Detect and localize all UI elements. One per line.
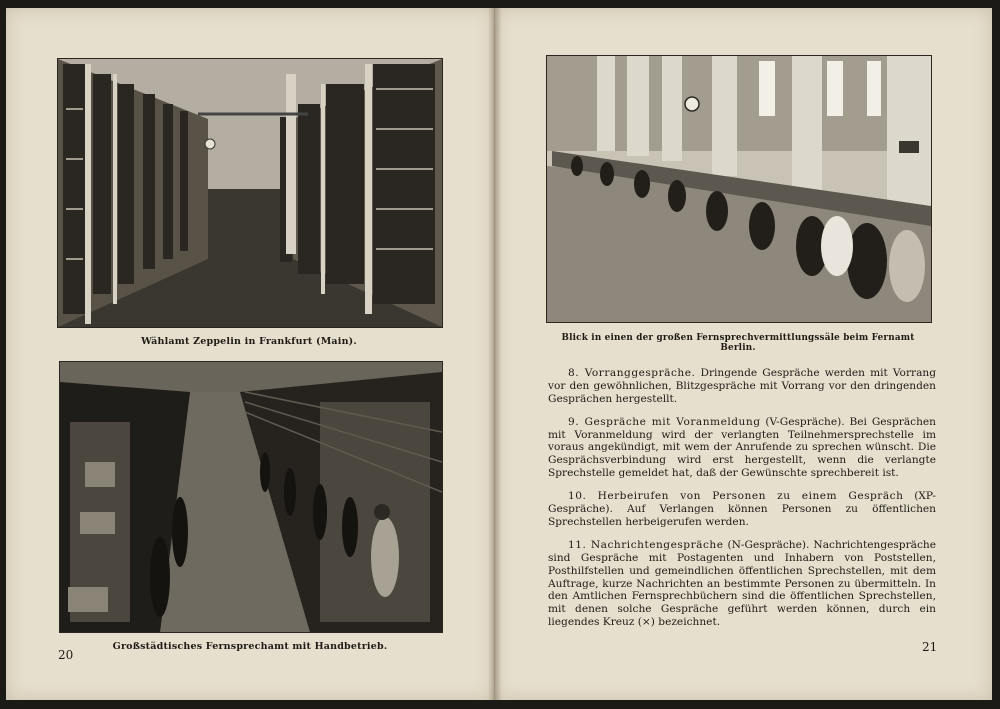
photo-exchange-corridor-image xyxy=(58,59,442,327)
photo-automatic-exchange xyxy=(57,58,443,328)
book-spine xyxy=(488,8,502,700)
photo-caption-frankfurt: Wählamt Zeppelin in Frankfurt (Main). xyxy=(141,336,357,347)
paragraph-body: (XP-Gespräche). Auf Verlangen können Personen zu öffentlichen Sprechstellen herbeigerufen werden. xyxy=(548,490,937,528)
photo-caption-manual-exchange: Großstädtisches Fernsprechamt mit Handbetrieb. xyxy=(112,641,388,652)
photo-berlin-switching-hall xyxy=(546,55,932,323)
paragraph-heading: 10. Herbeirufen von Personen zu einem Gespräch xyxy=(568,490,904,503)
body-text xyxy=(548,367,936,639)
photo-switchboard-hall-image xyxy=(60,362,442,632)
paragraph-heading: 11. Nachrichtengespräche xyxy=(568,539,724,552)
paragraph-herbeirufen xyxy=(548,490,936,528)
photo-caption-berlin: Blick in einen der großen Fernsprechvermittlungssäle beim Fernamt Berlin. xyxy=(561,333,915,353)
paragraph-heading: 8. Vorranggespräche. xyxy=(568,367,696,379)
paragraph-body: Dringende Gespräche werden mit Vorrang vor den gewöhnlichen, Blitzgespräche mit Vorrang vor den dringenden Gesprächen hergestellt. xyxy=(548,367,936,405)
paragraph-body: (N-Gespräche). Nachrichtengespräche sind Gespräche mit Postagenten und Inhabern von Poststellen, Posthilfstellen und gemeindlichen öffentlichen Sprechstellen, mit dem Auftrage, kurze Nachrichten an bestimmte Personen zu übermitteln. In den Amtlichen Fernsprechbüchern sind die öffentlichen Sprechstellen, mit denen solche Gespräche geführt werden können, durch ein liegendes Kreuz (×) bezeichnet. xyxy=(548,539,936,629)
page-number-right: 21 xyxy=(922,640,938,654)
paragraph-nachrichtengespraeche xyxy=(548,539,936,629)
paragraph-body: (V-Gespräche). Bei Gesprächen mit Voranmeldung wird der verlangten Teilnehmersprechstelle im voraus angekündigt, mit wem der Anrufende zu sprechen wünscht. Die Gesprächsverbindung wird erst hergestellt, wenn die verlangte Sprechstelle gemeldet hat, daß der Gewünschte sprechbereit ist. xyxy=(548,415,936,480)
paragraph-voranmeldung xyxy=(548,416,936,480)
photo-operators-hall-image xyxy=(547,56,931,322)
photo-manual-exchange xyxy=(59,361,443,633)
paragraph-heading: 9. Gespräche mit Voranmeldung xyxy=(568,415,761,428)
page-number-left: 20 xyxy=(58,648,74,662)
paragraph-vorranggespraeche xyxy=(548,367,936,405)
